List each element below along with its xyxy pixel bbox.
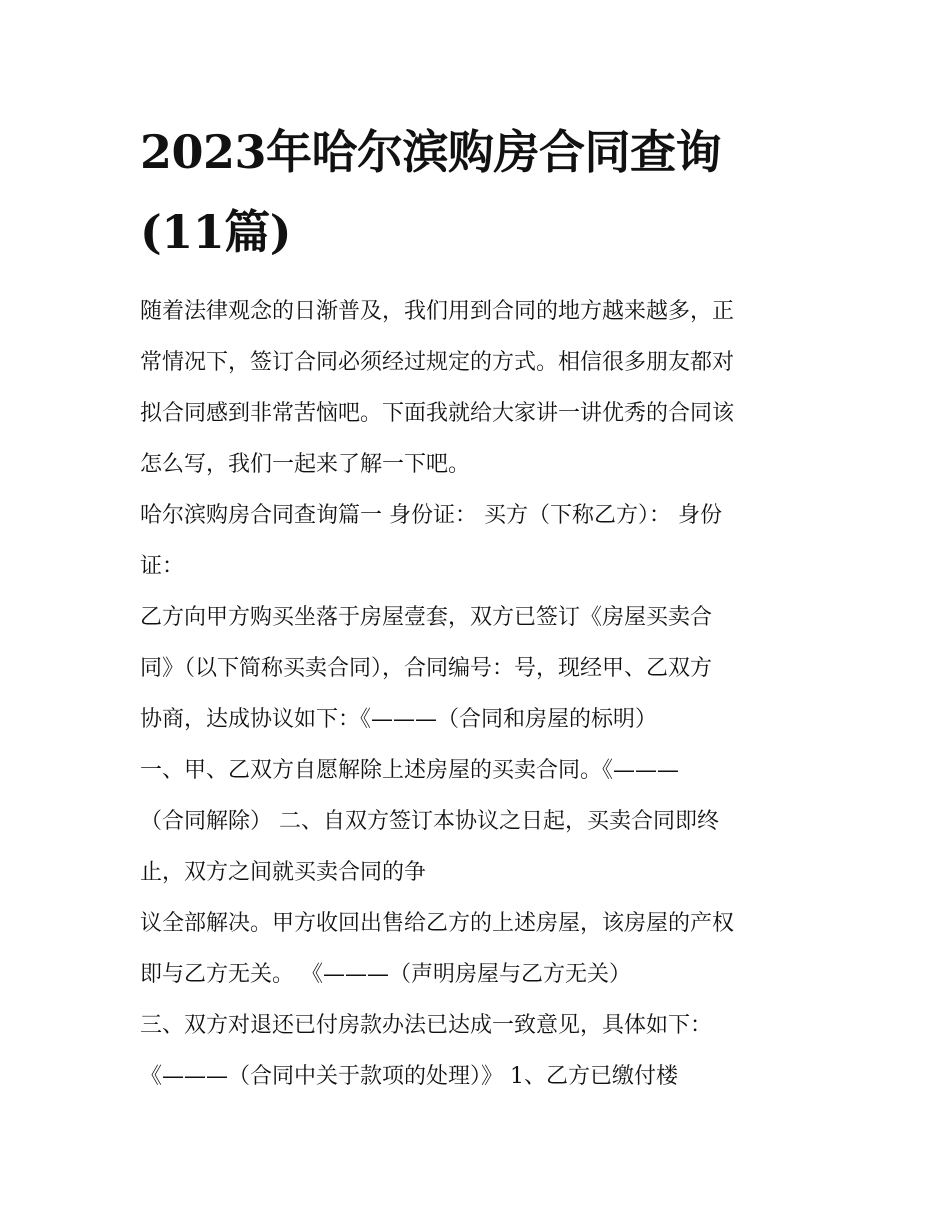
document-body <box>140 112 820 1102</box>
text-line: 止，双方之间就买卖合同的争 <box>140 860 427 885</box>
text-line: 即与乙方无关。 《———（声明房屋与乙方无关） <box>140 962 631 987</box>
document-title <box>140 112 820 272</box>
text-line: 乙方向甲方购买坐落于房屋壹套，双方已签订《房屋买卖合 <box>140 605 713 630</box>
title-line-1: 2023年哈尔滨购房合同查询 <box>140 125 722 179</box>
text-line: 议全部解决。甲方收回出售给乙方的上述房屋，该房屋的产权 <box>140 911 735 936</box>
text-line: （合同解除） 二、自双方签订本协议之日起，买卖合同即终 <box>140 809 719 834</box>
text-line: 哈尔滨购房合同查询篇一 身份证： 买方（下称乙方）： 身份 <box>140 503 722 528</box>
title-line-2: (11篇) <box>140 205 292 259</box>
text-line: 常情况下，签订合同必须经过规定的方式。相信很多朋友都对 <box>140 350 735 375</box>
text-line: 同》（以下简称买卖合同），合同编号：号，现经甲、乙双方 <box>140 656 713 681</box>
text-line: 一、甲、乙双方自愿解除上述房屋的买卖合同。《——— <box>140 758 680 783</box>
text-line: 《———（合同中关于款项的处理）》 1、乙方已缴付楼 <box>140 1064 678 1089</box>
text-line: 协商，达成协议如下：《———（合同和房屋的标明） <box>140 707 658 732</box>
text-line: 怎么写，我们一起来了解一下吧。 <box>140 452 471 477</box>
document-text <box>140 286 820 1102</box>
text-line: 三、双方对退还已付房款办法已达成一致意见，具体如下： <box>140 1013 713 1038</box>
text-line: 证： <box>140 554 185 579</box>
text-line: 拟合同感到非常苦恼吧。下面我就给大家讲一讲优秀的合同该 <box>140 401 735 426</box>
text-line: 随着法律观念的日渐普及，我们用到合同的地方越来越多，正 <box>140 299 735 324</box>
